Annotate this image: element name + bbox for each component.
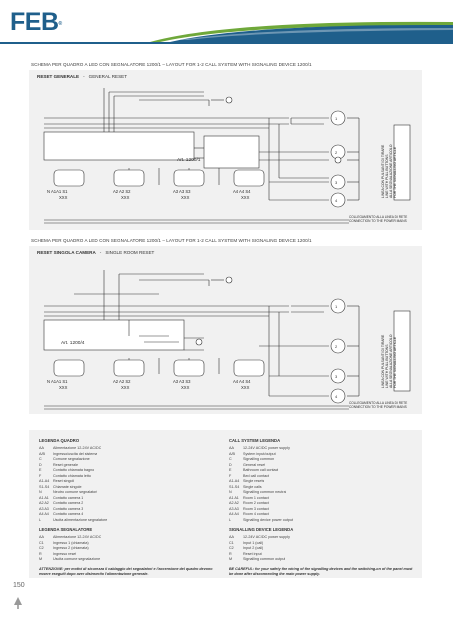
section1-right-label-1: LINEA CON PULSANTI DI TIRARE: [381, 144, 385, 198]
legend-value: Room 4 contact: [243, 512, 269, 516]
legend-key: D: [229, 462, 232, 467]
legend-right-column: [229, 436, 415, 577]
legend-key: AA: [39, 446, 44, 450]
legend-right-heading1: CALL SYSTEM LEGENDA: [229, 438, 281, 443]
legend-value: Comune segnalazione: [53, 457, 90, 461]
legend-key: A2 A2: [229, 501, 239, 505]
legend-left-heading2: LEGENDA SEGNALATORE: [39, 527, 93, 532]
legend-key: F: [229, 473, 232, 478]
junction2-label-1: 1: [335, 304, 338, 309]
legend-key: A1 A1: [229, 495, 239, 500]
wiring-diagram-1: [29, 70, 422, 230]
section2-subtitle-sep: -: [99, 250, 102, 255]
section1-subtitle-sep: -: [83, 74, 85, 79]
legend-key: A2 A2: [39, 501, 49, 505]
legend-value: Signalling device power output: [243, 517, 294, 522]
junction-label-1: 1: [335, 116, 338, 121]
section1-device-label: Art. 1200/1: [177, 158, 201, 163]
junction2-label-4: 4: [335, 394, 338, 399]
section1-button-3-code: XXX: [181, 195, 190, 200]
legend-value: Input 1 (call): [243, 540, 264, 545]
section2-button-4-code: XXX: [241, 385, 250, 390]
legend-value: Contatto chiamata letto: [53, 473, 91, 478]
legend-value: System input/output: [243, 451, 276, 456]
section1-bottom-note-1: COLLEGAMENTO ALLA LINEA DI RETE: [349, 215, 408, 219]
legend-value: Uscita comune segnalazione: [53, 557, 101, 561]
section2-subtitle-bold: RESET SINGOLA CAMERA: [37, 250, 96, 255]
legend-value: Reset input: [243, 551, 262, 556]
section2-bottom-note-2: CONNECTION TO THE POWER MAINS: [349, 405, 407, 409]
legend-row: [39, 557, 225, 563]
junction2-label-3: 3: [335, 374, 338, 379]
section1-button-3: A3 A3 S3: [173, 189, 191, 194]
legend-key: M: [39, 557, 43, 561]
legend-value: Ingresso/uscita del sistema: [53, 451, 98, 456]
legend-value: Reset singoli: [53, 479, 75, 483]
legend-key: C2: [39, 546, 44, 550]
section2-title: SCHEMA PER QUADRO A LED CON SEGNALATORE 1200/1 – LAYOUT FOR 1-2 CALL SYSTEM WITH SIGNALING DEVICE 1200/1: [31, 238, 312, 243]
legend-value: Signalling common output: [243, 557, 286, 561]
section2-button-1-code: XXX: [59, 385, 68, 390]
legend-key: D: [39, 462, 42, 467]
section2-button-4: A4 A4 S4: [233, 379, 251, 384]
legend-key: M: [229, 557, 233, 561]
legend-key: A/B: [229, 451, 235, 456]
legend-key: F: [39, 473, 42, 478]
legend-key: E: [229, 468, 232, 472]
legend-left-heading1: LEGENDA QUADRO: [39, 438, 80, 443]
section2-right-label-3: ALLA SEGNALAZIONE ARTICOLO: [389, 334, 393, 388]
legend-key: C1: [229, 540, 234, 545]
legend-key: N: [229, 490, 232, 494]
section1-title: SCHEMA PER QUADRO A LED CON SEGNALATORE 1200/1 – LAYOUT FOR 1-2 CALL SYSTEM WITH SIGNALING DEVICE 1200/1: [31, 62, 312, 67]
legend-key: A3 A3: [39, 506, 49, 511]
section1-subtitle-code: GENERAL RESET: [88, 74, 128, 79]
legend-key: R: [39, 551, 42, 556]
junction-label-3: 3: [335, 180, 338, 185]
legend-value: Single calls: [243, 484, 262, 489]
legend-key: A/B: [39, 451, 45, 456]
legend-value: Contatto camera 4: [53, 512, 84, 516]
tree-icon: [13, 597, 23, 609]
legend-value: 12-24V AC/DC power supply: [243, 446, 290, 450]
legend-key: S1-S4: [229, 484, 240, 489]
legend-row: [229, 557, 415, 563]
legend-value: Ingresso 2 (chiamata): [53, 546, 89, 550]
legend-right-heading2: SIGNALLING DEVICE LEGENDA: [229, 527, 294, 532]
legend-value: Single resets: [243, 479, 265, 483]
legend-value: Room 2 contact: [243, 501, 269, 505]
legend-value: Contatto chiamata bagno: [53, 468, 95, 472]
legend-value: Chiamate singole: [53, 484, 82, 489]
legend-row: [229, 518, 415, 524]
legend-key: A1-A4: [39, 479, 50, 483]
legend-right-rows1: [229, 446, 415, 523]
legend-value: General reset: [243, 462, 266, 467]
legend-left-rows2: [39, 535, 225, 563]
section2-bottom-note: [349, 401, 407, 409]
legend-key: AA: [229, 446, 234, 450]
legend-value: Alimentazione 12-24V AC/DC: [53, 535, 102, 539]
legend-key: L: [39, 517, 42, 522]
page-number: 150: [13, 582, 25, 589]
wiring-diagram-2: [29, 246, 422, 414]
legend-value: Contatto camera 3: [53, 506, 84, 511]
legend-key: N: [39, 490, 42, 494]
section2-button-3: A3 A3 S3: [173, 379, 191, 384]
section2-right-label: [381, 335, 397, 388]
legend-value: 12-24V AC/DC power supply: [243, 535, 290, 539]
legend-value: Input 2 (call): [243, 546, 264, 550]
legend-left-note: ATTENZIONE: per motivi di sicurezza il cablaggio dei segnalatori e l'accensione del quadro devono essere eseguiti dopo aver disinserito l'alimentazione generale.: [39, 566, 213, 576]
section2-right-label-2: LINE WITH PULL BUTTONS: [385, 344, 389, 388]
section2-button-3-code: XXX: [181, 385, 190, 390]
section1-right-label-3: ALLA SEGNALAZIONE ARTICOLO: [389, 144, 393, 198]
legend-key: A4 A4: [39, 512, 49, 516]
section1-subtitle-bold: RESET GENERALE: [37, 74, 80, 79]
section2-button-2: A2 A2 S2: [113, 379, 131, 384]
legend-value: Bed call contact: [243, 473, 270, 478]
legend-key: S1-S4: [39, 484, 50, 489]
legend-value: Bathroom call contact: [243, 468, 279, 472]
section2-button-2-code: XXX: [121, 385, 130, 390]
junction-label-4: 4: [335, 198, 338, 203]
section1-button-4-code: XXX: [241, 195, 250, 200]
registered-mark: ®: [58, 21, 62, 27]
legend-key: C: [229, 457, 232, 461]
section2-bottom-note-1: COLLEGAMENTO ALLA LINEA DI RETE: [349, 401, 408, 405]
legend-value: Reset generale: [53, 462, 79, 467]
legend-left-column: [39, 436, 225, 577]
legend-value: Uscita alimentazione segnalatore: [53, 517, 108, 522]
legend-value: Contatto camera 2: [53, 501, 84, 505]
section2-button-1: N A1A1 S1: [47, 379, 68, 384]
section2-diagram: [29, 246, 422, 414]
legend-row: [39, 518, 225, 524]
legend-value: Signalling common neutral: [243, 490, 287, 494]
legend-value: Ingresso 1 (chiamata): [53, 540, 89, 545]
legend-key: AA: [229, 535, 234, 539]
junction-label-2: 2: [335, 150, 338, 155]
section1-right-label-4: FOR THE SIGNALLING ARTICLE: [393, 146, 397, 198]
section1-button-1-code: XXX: [59, 195, 68, 200]
legend-value: Room 3 contact: [243, 506, 269, 511]
legend-value: Ingresso reset: [53, 551, 77, 556]
junction2-label-2: 2: [335, 344, 338, 349]
section1-button-1: N A1A1 S1: [47, 189, 68, 194]
legend-left-rows1: [39, 446, 225, 523]
legend-right-note: BE CAREFUL: for your safety the wiring of the signalling devices and the switching-on of the panel must be done after disconnecting the main power supply.: [229, 566, 413, 576]
legend-right-rows2: [229, 535, 415, 563]
legend-panel: [29, 430, 422, 578]
header-band: [0, 0, 453, 46]
legend-key: A1-A4: [229, 479, 240, 483]
section2-right-label-4: FOR THE SIGNALLING ARTICLE: [393, 336, 397, 388]
section1-bottom-note: [349, 215, 407, 223]
legend-value: Room 1 contact: [243, 495, 269, 500]
section2-device-label: Art. 1200/4: [61, 341, 85, 346]
legend-key: C1: [39, 540, 44, 545]
legend-key: R: [229, 551, 232, 556]
section1-right-label: [381, 145, 397, 198]
brand-logo-text: FEB: [10, 8, 59, 36]
legend-key: A1 A1: [39, 495, 49, 500]
legend-key: A3 A3: [229, 506, 239, 511]
section1-button-2: A2 A2 S2: [113, 189, 131, 194]
section1-button-2-code: XXX: [121, 195, 130, 200]
legend-key: E: [39, 468, 42, 472]
section1-right-label-2: LINE WITH PULL BUTTONS: [385, 154, 389, 198]
legend-key: L: [229, 517, 232, 522]
section1-bottom-note-2: CONNECTION TO THE POWER MAINS: [349, 219, 407, 223]
legend-key: C2: [229, 546, 234, 550]
legend-value: Signalling common: [243, 457, 275, 461]
section1-button-4: A4 A4 S4: [233, 189, 251, 194]
legend-value: Contatto camera 1: [53, 495, 84, 500]
section2-right-label-1: LINEA CON PULSANTI DI TIRARE: [381, 334, 385, 388]
section2-subtitle-code: SINGLE ROOM RESET: [105, 250, 155, 255]
brand-logo: [10, 9, 62, 35]
section1-diagram: [29, 70, 422, 230]
legend-key: AA: [39, 535, 44, 539]
legend-key: A4 A4: [229, 512, 239, 516]
legend-value: Neutro comune segnalatori: [53, 490, 98, 494]
legend-value: Alimentazione 12-24V AC/DC: [53, 446, 102, 450]
legend-key: C: [39, 457, 42, 461]
